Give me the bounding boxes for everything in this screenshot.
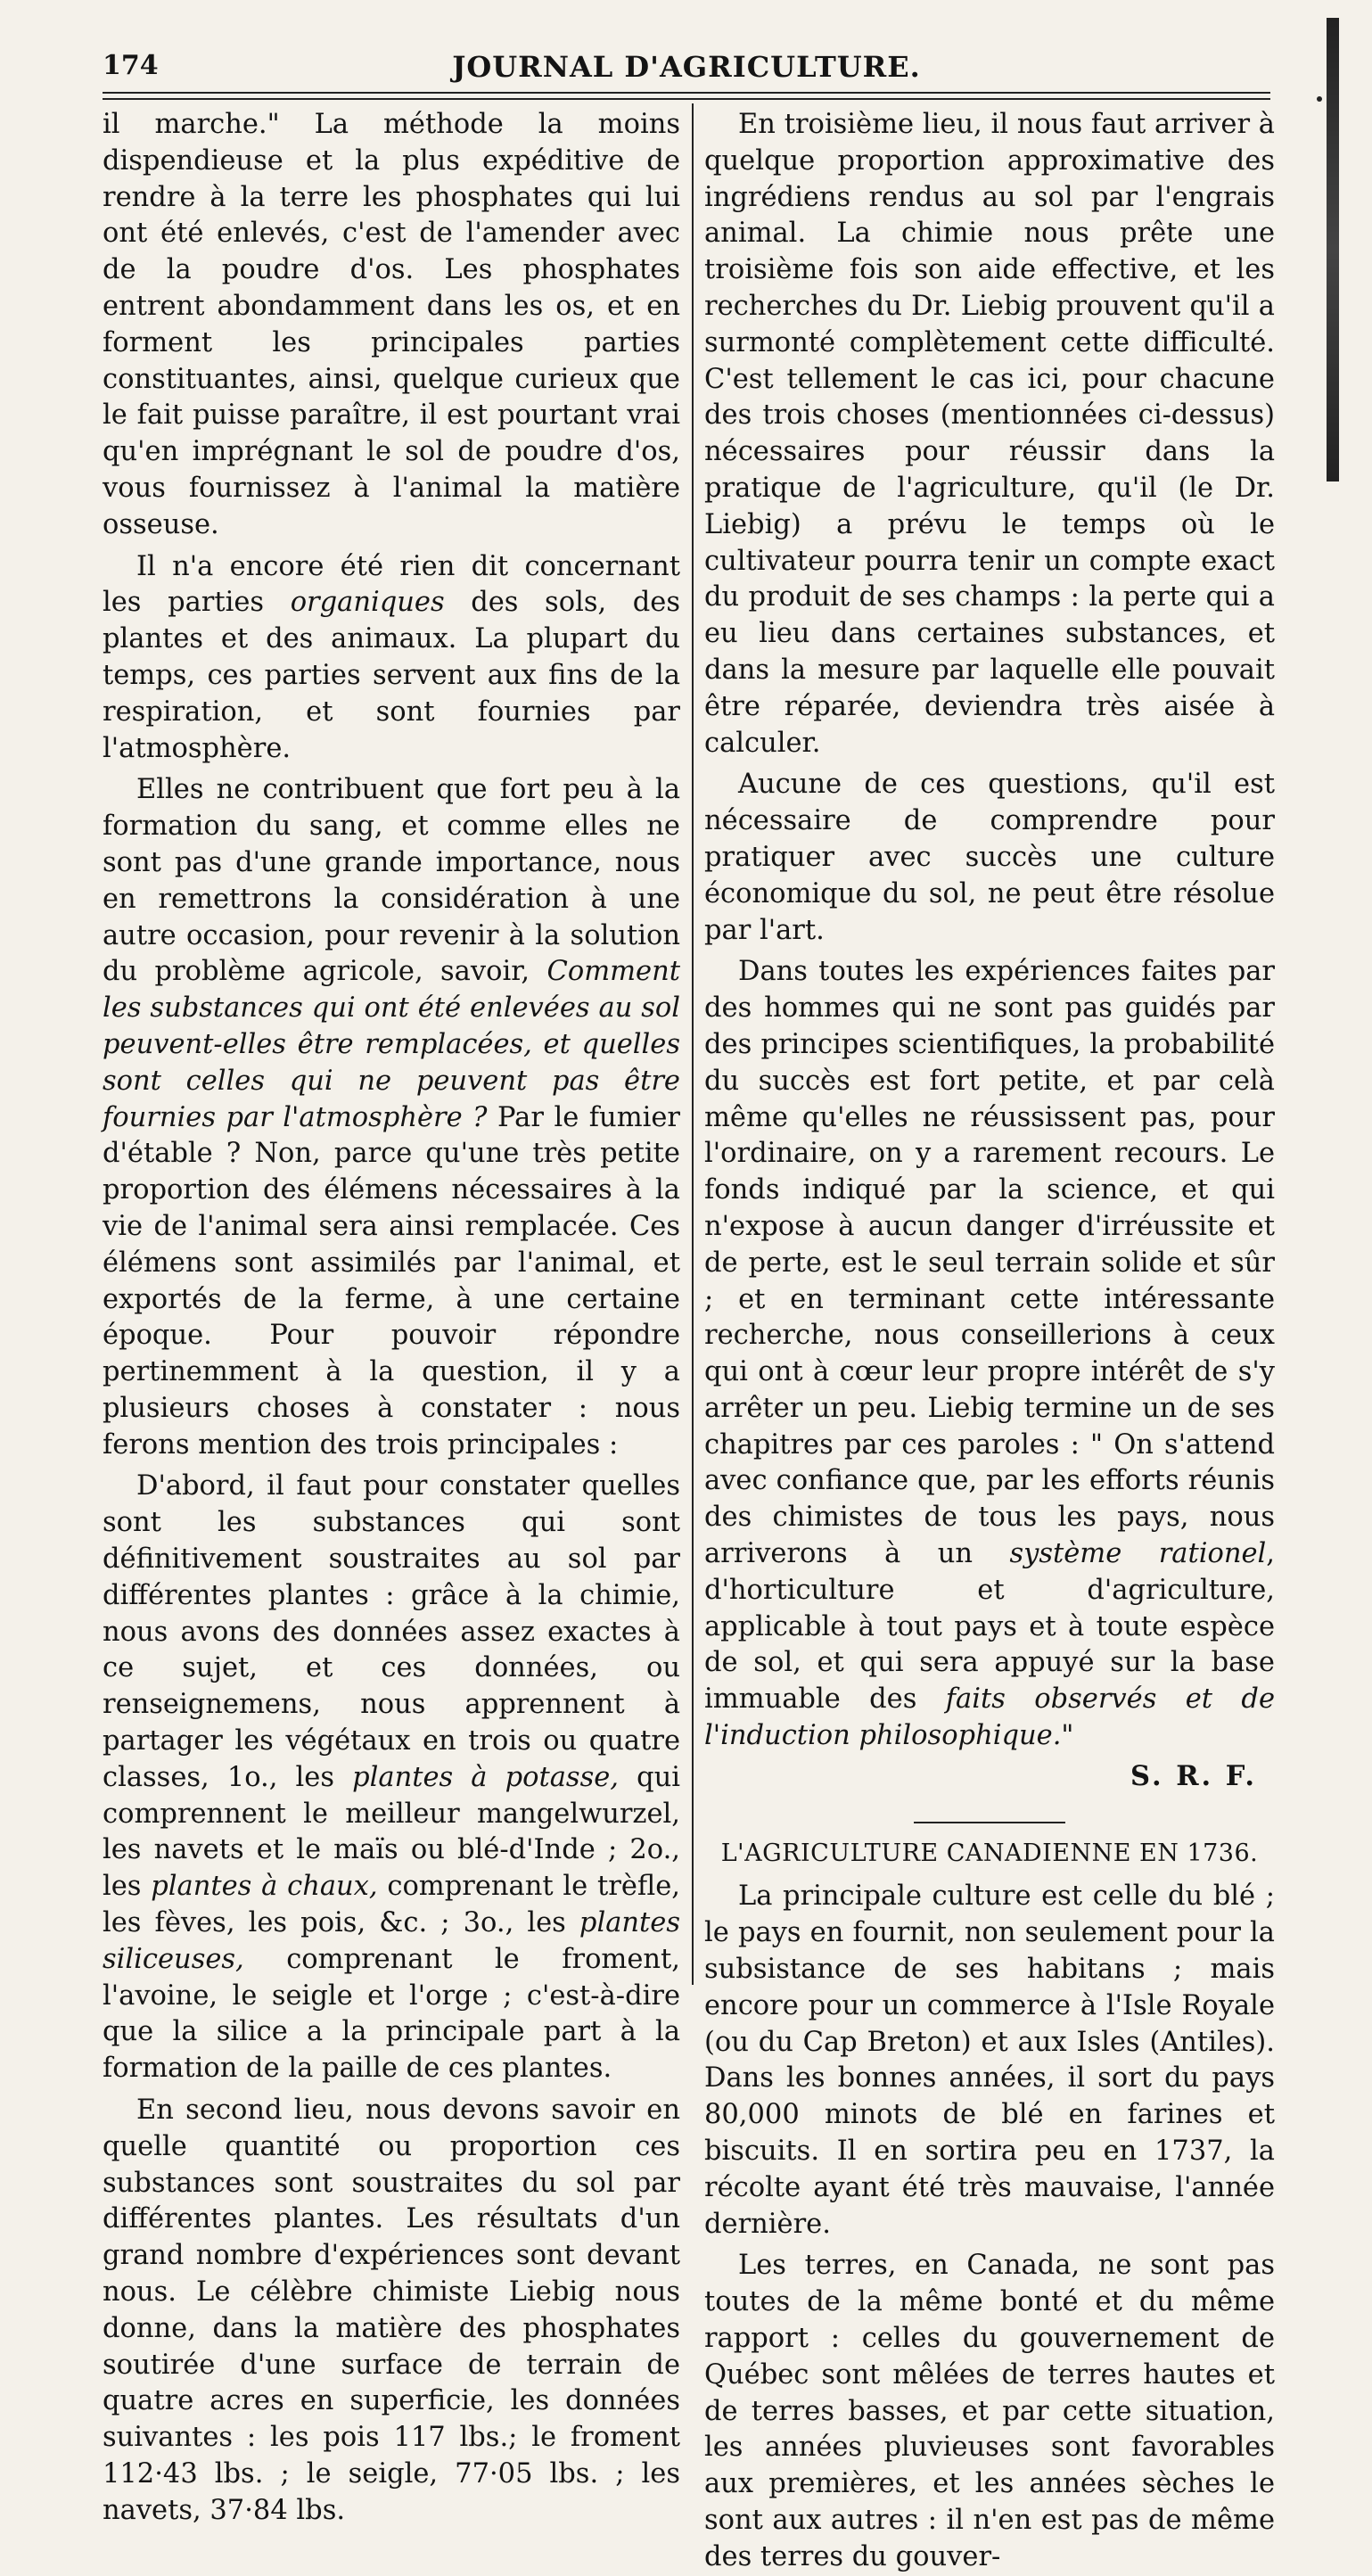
column-divider [692, 103, 694, 1985]
italic-text: système rationel [1009, 1538, 1267, 1570]
italic-text: plantes à chaux, [151, 1871, 378, 1903]
paragraph: En second lieu, nous devons savoir en quelle quantité ou proportion ces substances sont soustraites du sol par différentes plantes. Les résultats d'un grand nombre d'expériences sont devant nous. Le célèbre chimiste Liebig nous donne, dans la matière des phosphates soutirée d'une surface de terrain de quatre acres en superficie, les données suivantes : les pois 117 lbs.; le froment 112·43 lbs. ; le seigle, 77·05 lbs. ; les navets, 37·84 lbs. [103, 2095, 680, 2526]
italic-text: organiques [290, 587, 445, 619]
right-column [704, 107, 1275, 2576]
paragraph: il marche." La méthode la moins dispendieuse et la plus expéditive de rendre à la terre les phosphates qui lui ont été enlevés, c'est de l'amender avec de la poudre d'os. Les phosphates entrent abondamment dans les os, et en forment les principales parties constituantes, ainsi, quelque curieux que le fait puisse paraître, il est pourtant vrai qu'en imprégnant le sol de poudre d'os, vous fournissez à l'animal la matière osseuse. [103, 109, 680, 540]
left-column [103, 107, 680, 2530]
paragraph: Les terres, en Canada, ne sont pas toutes de la même bonté et du même rapport : celles du gouvernement de Québec sont mêlées de terres hautes et de terres basses, et par cette situation, les années pluvieuses sont favorables aux premières, et les années sèches le sont aux autres : il n'en est pas de même des terres du gouver- [704, 2250, 1275, 2572]
page-edge-dot [1317, 96, 1322, 102]
section-title: L'AGRICULTURE CANADIENNE EN 1736. [720, 1839, 1259, 1867]
page-edge-mark [1327, 18, 1339, 481]
page-header [103, 43, 1270, 87]
paragraph: En troisième lieu, il nous faut arriver à quelque proportion approximative des ingrédiens rendus au sol par l'engrais animal. La chimie nous prête une troisième fois son aide effective, et les recherches du Dr. Liebig prouvent qu'il a surmonté complètement cette difficulté. C'est tellement le cas ici, pour chacune des trois choses (mentionnées ci-dessus) nécessaires pour réussir dans la pratique de l'agriculture, qu'il (le Dr. Liebig) a prévu le temps où le cultivateur pourra tenir un compte exact du produit de ses champs : la perte qui a eu lieu dans certaines substances, et dans la mesure par laquelle elle pouvait être réparée, deviendra très aisée à calculer. [704, 109, 1275, 759]
paragraph: Dans toutes les expériences faites par des hommes qui ne sont pas guidés par des principes scientifiques, la probabilité du succès est fort petite, et par celà même qu'elles ne réussissent pas, pour l'ordinaire, on y a rarement recours. Le fonds indiqué par la science, et qui n'expose à aucun danger d'irréussite et de perte, est le seul terrain solide et sûr ; et en terminant cette intéressante recherche, nous conseillerions à ceux qui ont à cœur leur propre intérêt de s'y arrêter un peu. Liebig termine un de ses chapitres par ces paroles : " On s'attend avec confiance que, par les efforts réunis des chimistes de tous les pays, nous arriverons à un système rationel, d'horticulture et d'agriculture, applicable à tout pays et à toute espèce de sol, et qui sera appuyé sur la base immuable des faits observés et de l'induction philosophique." [704, 956, 1276, 1752]
paragraph: D'abord, il faut pour constater quelles sont les substances qui sont définitivement soustraites au sol par différentes plantes : grâce à la chimie, nous avons des données assez exactes à ce sujet, et ces données, ou renseignemens, nous apprennent à partager les végétaux en trois ou quatre classes, 1o., les plantes à potasse, qui comprennent le meilleur mangelwurzel, les navets et le maïs ou blé-d'Inde ; 2o., les plantes à chaux, comprenant le trèfle, les fèves, les pois, &c. ; 3o., les plantes siliceuses, comprenant le froment, l'avoine, le seigle et l'orge ; c'est-à-dire que la silice a la principale part à la formation de la paille de ces plantes. [103, 1470, 680, 2085]
paragraph: La principale culture est celle du blé ; le pays en fournit, non seulement pour la subsistance de ses habitans ; mais encore pour un commerce à l'Isle Royale (ou du Cap Breton) et aux Isles (Antiles). Dans les bonnes années, il sort du pays 80,000 minots de blé en farines et biscuits. Il en sortira peu en 1737, la récolte ayant été très mauvaise, l'année dernière. [704, 1881, 1275, 2240]
running-title: JOURNAL D'AGRICULTURE. [452, 50, 921, 84]
italic-text: Comment les substances qui ont été enlevées au sol peuvent-elles être remplacées, et quelles sont celles qui ne peuvent pas être fournies par l'atmosphère ? [103, 956, 680, 1133]
italic-text: plantes siliceuses, [103, 1907, 680, 1975]
italic-text: faits observés et de l'induction philosophique. [704, 1683, 1276, 1752]
header-double-rule [103, 92, 1270, 100]
italic-text: plantes à potasse, [352, 1761, 619, 1793]
paragraph: Elles ne contribuent que fort peu à la formation du sang, et comme elles ne sont pas d'une grande importance, nous en remettrons la considération à une autre occasion, pour revenir à la solution du problème agricole, savoir, Comment les substances qui ont été enlevées au sol peuvent-elles être remplacées, et quelles sont celles qui ne peuvent pas être fournies par l'atmosphère ? Par le fumier d'étable ? Non, parce qu'une très petite proportion des élémens nécessaires à la vie de l'animal sera ainsi remplacée. Ces élémens sont assimilés par l'animal, et exportés de la ferme, à une certaine époque. Pour pouvoir répondre pertinemment à la question, il y a plusieurs choses à constater : nous ferons mention des trois principales : [103, 774, 681, 1461]
section-divider [914, 1822, 1065, 1823]
paragraph: Il n'a encore été rien dit concernant les parties organiques des sols, des plantes et des animaux. La plupart du temps, ces parties servent aux fins de la respiration, et sont fournies par l'atmosphère. [103, 550, 681, 764]
paragraph: Aucune de ces questions, qu'il est nécessaire de comprendre pour pratiquer avec succès une culture économique du sol, ne peut être résolue par l'art. [704, 769, 1275, 946]
page-number: 174 [103, 50, 159, 81]
author-signature: S. R. F. [1130, 1759, 1257, 1792]
